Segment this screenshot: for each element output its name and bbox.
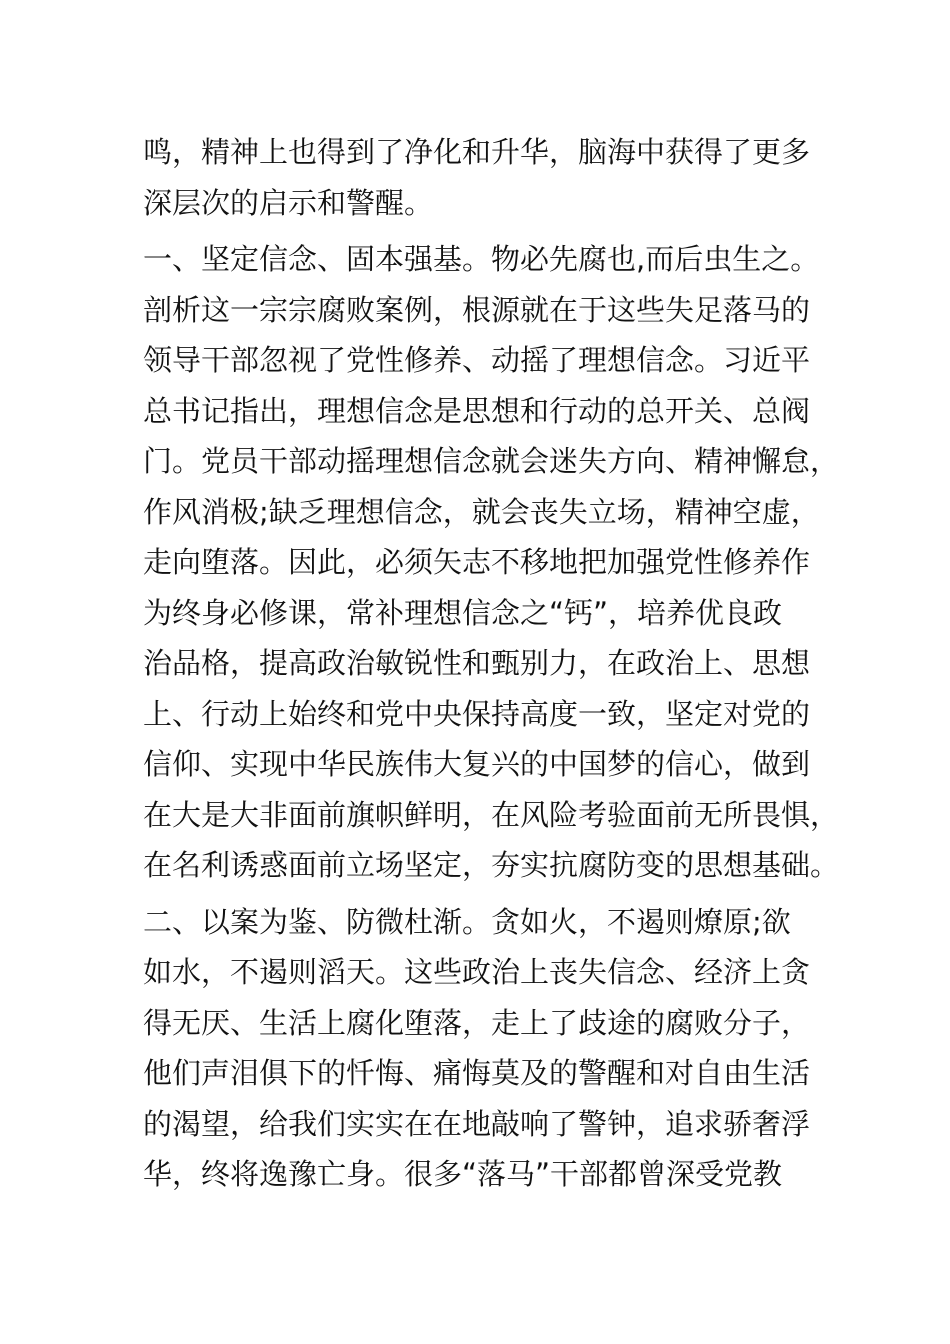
text-line: 作风消极;缺乏理想信念，就会丧失立场，精神空虚， bbox=[143, 494, 820, 529]
section-heading-line: 二、以案为鉴、防微杜渐。贪如火，不遏则燎原;欲 bbox=[143, 904, 791, 939]
text-line: 为终身必修课，常补理想信念之“钙”，培养优良政 bbox=[143, 595, 783, 630]
text-line: 信仰、实现中华民族伟大复兴的中国梦的信心，做到 bbox=[143, 747, 811, 781]
text-line: 他们声泪俱下的忏悔、痛悔莫及的警醒和对自由生活 bbox=[143, 1056, 811, 1090]
text-line: 在名利诱惑面前立场坚定，夯实抗腐防变的思想基础。 bbox=[143, 848, 840, 882]
section-heading-line: 一、坚定信念、固本强基。物必先腐也,而后虫生之。 bbox=[143, 242, 820, 276]
document-body bbox=[143, 127, 840, 1200]
text-line: 总书记指出，理想信念是思想和行动的总开关、总阀 bbox=[143, 393, 811, 428]
paragraph-section-one bbox=[143, 234, 840, 891]
text-line: 鸣，精神上也得到了净化和升华，脑海中获得了更多 bbox=[143, 135, 811, 169]
text-line: 深层次的启示和警醒。 bbox=[143, 185, 434, 220]
text-line: 剖析这一宗宗腐败案例，根源就在于这些失足落马的 bbox=[143, 292, 811, 327]
paragraph-intro-continuation bbox=[143, 127, 833, 228]
text-line: 华，终将逸豫亡身。很多“落马”干部都曾深受党教 bbox=[143, 1157, 783, 1191]
text-line: 治品格，提高政治敏锐性和甄别力，在政治上、思想 bbox=[143, 646, 811, 680]
text-line: 上、行动上始终和党中央保持高度一致，坚定对党的 bbox=[143, 696, 811, 731]
text-line: 得无厌、生活上腐化堕落，走上了歧途的腐败分子， bbox=[143, 1005, 811, 1040]
text-line: 领导干部忽视了党性修养、动摇了理想信念。习近平 bbox=[143, 343, 811, 377]
text-line: 在大是大非面前旗帜鲜明，在风险考验面前无所畏惧， bbox=[143, 797, 840, 832]
text-line: 的渴望，给我们实实在在地敲响了警钟，追求骄奢浮 bbox=[143, 1106, 811, 1141]
text-line: 走向堕落。因此，必须矢志不移地把加强党性修养作 bbox=[143, 545, 811, 579]
paragraph-section-two bbox=[143, 897, 833, 1200]
text-line: 门。党员干部动摇理想信念就会迷失方向、精神懈怠， bbox=[143, 444, 840, 478]
text-line: 如水，不遏则滔天。这些政治上丧失信念、经济上贪 bbox=[143, 955, 811, 989]
